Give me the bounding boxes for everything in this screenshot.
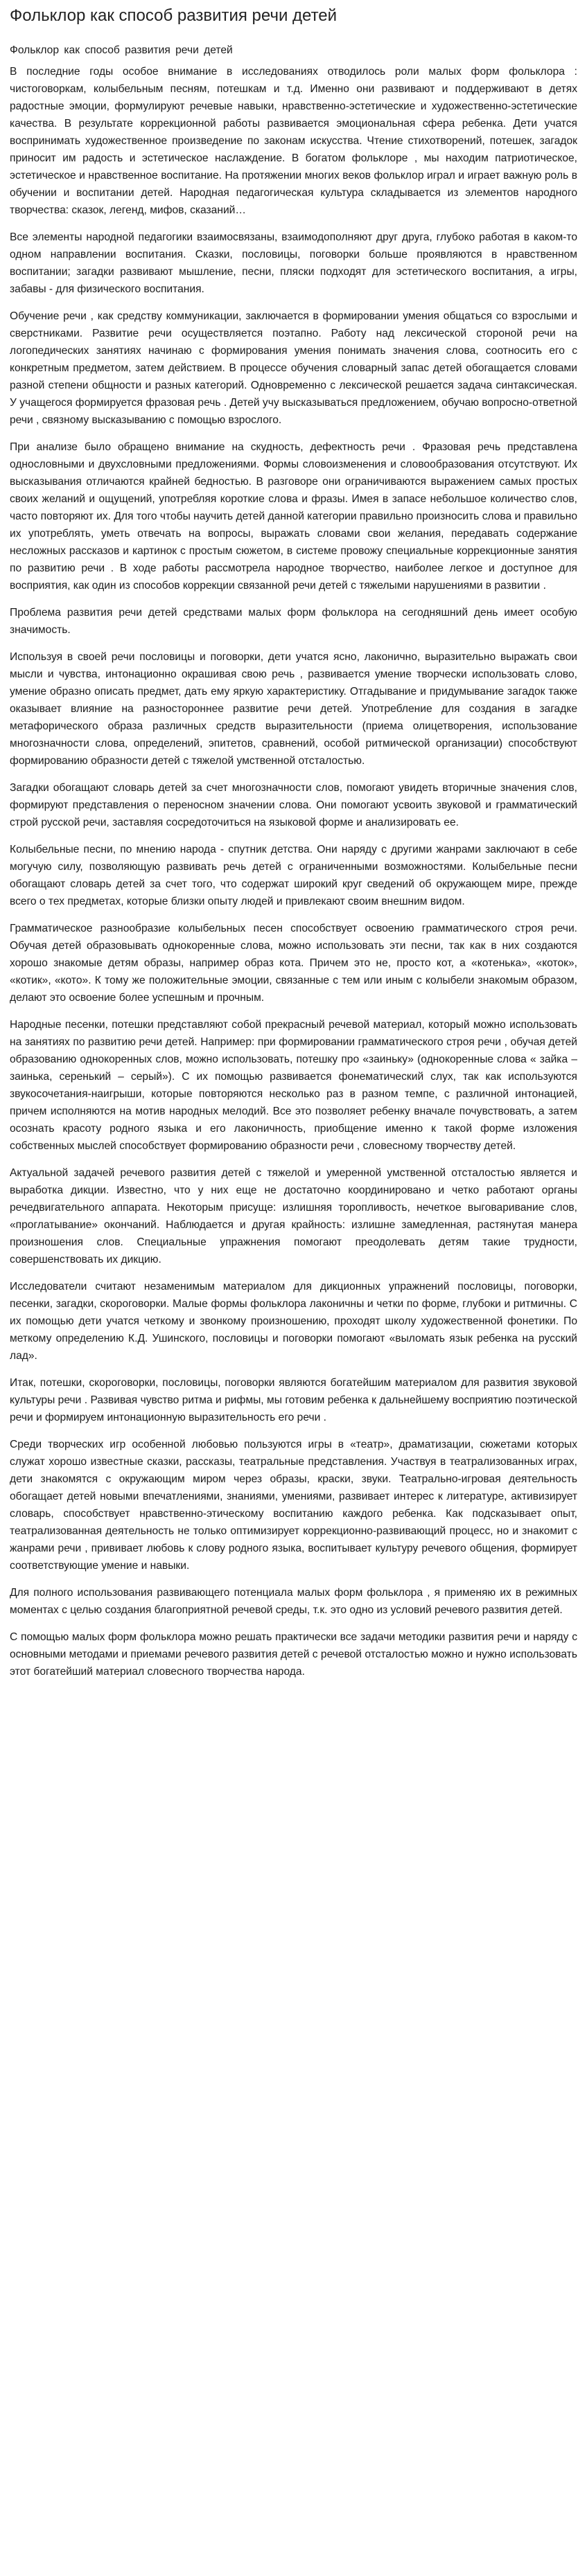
paragraph-11: Актуальной задачей речевого развития детей с тяжелой и умеренной умственной отсталостью является и выработка дикции. Известно, что у них еще не достаточно координировано и четко работают органы речедвигательного аппарата. Некоторым присуще: излишняя торопливость, нечеткое выговаривание слов, «проглатывание» окончаний. Наблюдается и другая крайность: излишне замедленная, растянутая манера произношения слов. Специальные упражнения помогают преодолевать детям такие трудности, совершенствовать их дикцию.	[10, 1167, 577, 1265]
article-body	[10, 63, 577, 1680]
paragraph-9: Грамматическое разнообразие колыбельных песен способствует освоению грамматического строя речи. Обучая детей образовывать однокоренные слова, можно использовать эти песни, так как в них создаются хорошо знакомые детям образы, например образ кота. Причем это не, просто кот, а «котенька», «коток», «котик», «кото». К тому же положительные эмоции, связанные с тем или иным с колыбели знакомым образом, делают это освоение более успешным и прочным.	[10, 923, 577, 1004]
paragraph-13: Итак, потешки, скороговорки, пословицы, поговорки являются богатейшим материалом для развития звуковой культуры речи . Развивая чувство ритма и рифмы, мы готовим ребенка к дальнейшему восприятию поэтической речи и формируем интонационную выразительность его речи .	[10, 1377, 577, 1423]
paragraph-5: Проблема развития речи детей средствами малых форм фольклора на сегодняшний день имеет особую значимость.	[10, 607, 577, 636]
paragraph-8: Колыбельные песни, по мнению народа - спутник детства. Они наряду с другими жанрами заключают в себе могучую силу, позволяющую развивать речь детей с ограниченными возможностями. Колыбельные песни обогащают словарь детей за счет того, что содержат широкий круг сведений об окружающем мире, прежде всего о тех предметах, которые близки опыту людей и привлекают своим внешним видом.	[10, 844, 577, 907]
paragraph-6: Используя в своей речи пословицы и поговорки, дети учатся ясно, лаконично, выразительно выражать свои мысли и чувства, интонационно окрашивая свою речь , развивается умение творчески использовать слово, умение образно описать предмет, дать ему яркую характеристику. Отгадывание и придумывание загадок также оказывает влияние на разностороннее развитие речи детей. Употребление для создания в загадке метафорического образа различных средств выразительности (приема олицетворения, использование многозначности слова, определений, эпитетов, сравнений, особой ритмической организации) способствуют формированию образности детей с тяжелой умственной отсталостью.	[10, 651, 577, 767]
paragraph-12: Исследователи считают незаменимым материалом для дикционных упражнений пословицы, поговорки, песенки, загадки, скороговорки. Малые формы фольклора лаконичны и четки по форме, глубоки и ритмичны. С их помощью дети учатся четкому и звонкому произношению, проходят школу художественной фонетики. По меткому определению К.Д. Ушинского, пословицы и поговорки помогают «выломать язык ребенка на русский лад».	[10, 1281, 577, 1362]
paragraph-15: Для полного использования развивающего потенциала малых форм фольклора , я применяю их в режимных моментах с целью создания благоприятной речевой среды, т.к. это одно из условий речевого развития детей.	[10, 1587, 577, 1616]
article-title: Фольклор как способ развития речи детей	[10, 6, 338, 25]
paragraph-3: Обучение речи , как средству коммуникации, заключается в формировании умения общаться со взрослыми и сверстниками. Развитие речи осуществляется поэтапно. Работу над лексической стороной речи на логопедических занятиях начинаю с формирования умения понимать значения слова, соотносить его с конкретным предметом, затем действием. В процессе обучения словарный запас детей обогащается словами разной степени общности и разных категорий. Одновременно с лексической решается задача синтаксическая. У учащегося формируется фразовая речь . Детей учу высказываться предложением, обучаю вопросно-ответной речи , связному высказыванию с помощью взрослого.	[10, 310, 577, 426]
article-subtitle: Фольклор как способ развития речи детей	[10, 44, 233, 56]
paragraph-14: Среди творческих игр особенной любовью пользуются игры в «театр», драматизации, сюжетами которых служат хорошо известные сказки, рассказы, театральные представления. Участвуя в театрализованных играх, дети знакомятся с окружающим миром через образы, краски, звуки. Театрально-игровая деятельность обогащает детей новыми впечатлениями, знаниями, умениями, развивает интерес к литературе, активизирует словарь, способствует нравственно-этическому воспитанию каждого ребенка. Как подсказывает опыт, театрализованная деятельность не только оптимизирует коррекционно-развивающий процесс, но и знакомит с жанрами речи , прививает любовь к слову родного языка, воспитывает культуру речевого общения, формирует соответствующие умение и навыки.	[10, 1439, 577, 1572]
paragraph-1: В последние годы особое внимание в исследованиях отводилось роли малых форм фольклора : чистоговоркам, колыбельным песням, потешкам и т.д. Именно они развивают и поддерживают в детях радостные эмоции, формулируют речевые навыки, нравственно-эстетические и художественно-эстетические качества. В результате коррекционной работы развивается эмоциональная сфера ребенка. Дети учатся воспринимать художественное произведение по законам искусства. Чтение стихотворений, потешек, загадок приносит им радость и эстетическое наслаждение. В богатом фольклоре , мы находим патриотическое, эстетическое и нравственное воспитание. На протяжении многих веков фольклор играл и играет важную роль в обучении и воспитании детей. Народная педагогическая культура складывается из элементов народного творчества: сказок, легенд, мифов, сказаний…	[10, 66, 577, 216]
paragraph-10: Народные песенки, потешки представляют собой прекрасный речевой материал, который можно использовать на занятиях по развитию речи детей. Например: при формировании грамматического строя речи , обучая детей образованию однокоренных слов, можно использовать, потешку про «заиньку» (однокоренные слова « зайка – заинька, серенький – серый»). С их помощью развивается фонематический слух, так как используются звукосочетания-наигрыши, которые повторяются несколько раз в разном темпе, с различной интонацией, причем исполняются на мотив народных мелодий. Все это позволяет ребенку вначале почувствовать, а затем осознать красоту родного языка и его лаконичность, приобщение именно к такой форме изложения собственных мыслей способствует формированию образности речи , словесному творчеству детей.	[10, 1019, 577, 1152]
paragraph-4: При анализе было обращено внимание на скудность, дефектность речи . Фразовая речь представлена однословными и двухсловными предложениями. Формы словоизменения и словообразования отсутствуют. Их высказывания отличаются крайней бедностью. В разговоре они ограничиваются выражением самых простых своих желаний и ощущений, употребляя короткие слова и фразы. Имея в запасе небольшое количество слов, часто повторяют их. Для того чтобы научить детей данной категории правильно произносить слова и правильно их употреблять, уметь отвечать на вопросы, выражать словами свои желания, передавать содержание несложных рассказов и картинок с простым сюжетом, в системе провожу специальные коррекционные занятия по развитию речи . В ходе работы рассмотрела народное творчество, наиболее легкое и доступное для восприятия, как один из способов коррекции связанной речи детей с тяжелыми нарушениями в развитии .	[10, 441, 577, 592]
paragraph-16: С помощью малых форм фольклора можно решать практически все задачи методики развития речи и наряду с основными методами и приемами речевого развития детей с речевой отсталостью можно и нужно использовать этот богатейший материал словесного творчества народа.	[10, 1631, 577, 1678]
paragraph-2: Все элементы народной педагогики взаимосвязаны, взаимодополняют друг друга, глубоко работая в каком-то одном направлении воспитания. Сказки, пословицы, поговорки больше проявляются в нравственном воспитании; загадки развивают мышление, песни, пляски подходят для эстетического воспитания, а игры, забавы - для физического воспитания.	[10, 231, 577, 295]
paragraph-7: Загадки обогащают словарь детей за счет многозначности слов, помогают увидеть вторичные значения слов, формируют представления о переносном значении слова. Они помогают усвоить звуковой и грамматический строй русской речи, заставляя сосредоточиться на языковой форме и анализировать ее.	[10, 782, 577, 828]
